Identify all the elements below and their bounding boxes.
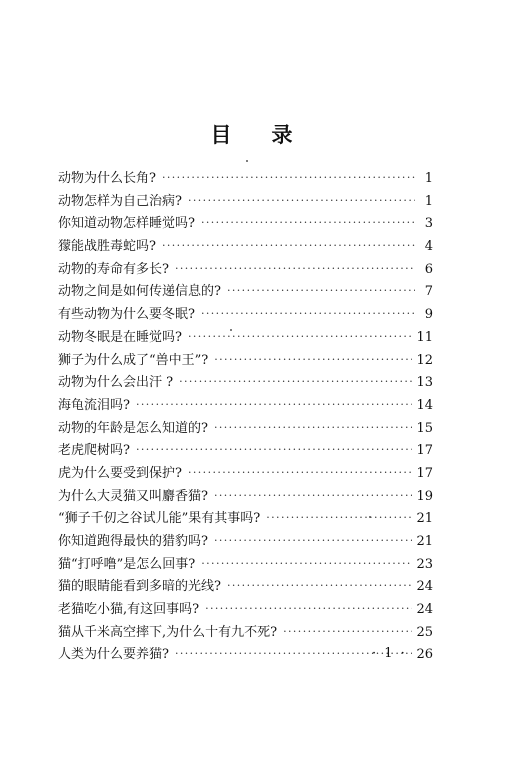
toc-entry[interactable] — [58, 395, 433, 418]
toc-entry[interactable] — [58, 213, 433, 236]
toc-entry-page: 3 — [424, 216, 433, 232]
toc-entry-page: 26 — [416, 647, 433, 663]
toc-leader-dots — [214, 417, 412, 440]
toc-entry[interactable] — [58, 508, 433, 531]
toc-entry[interactable] — [58, 168, 433, 191]
toc-entry-title: 动物为什么长角? — [58, 171, 156, 186]
toc-entry-page: 17 — [416, 465, 433, 481]
toc-leader-dots — [201, 212, 415, 235]
toc-leader-dots — [179, 371, 412, 394]
toc-entry-page: 19 — [416, 488, 433, 504]
toc-leader-dots — [201, 303, 415, 326]
title-char-1: 目 — [210, 123, 234, 147]
toc-entry-title: 海龟流泪吗? — [58, 397, 130, 413]
toc-entry-title: 猫从千米高空摔下,为什么十有九不死? — [58, 624, 278, 640]
toc-entry[interactable] — [58, 191, 433, 214]
toc-entry-title: 动物的寿命有多长? — [58, 261, 169, 277]
toc-leader-dots — [227, 575, 412, 598]
toc-leader-dots — [175, 258, 415, 281]
toc-entry[interactable] — [58, 599, 433, 622]
toc-entry-title: 动物冬眠是在睡觉吗? — [58, 329, 182, 345]
toc-leader-dots — [201, 553, 412, 576]
toc-leader-dots — [214, 530, 412, 553]
toc-leader-dots — [266, 507, 412, 530]
toc-entry-title: 虎为什么要受到保护? — [58, 465, 182, 481]
toc-entry-title: 人类为什么要养猫? — [58, 647, 169, 663]
toc-entry-title: 动物怎样为自己治病? — [58, 193, 182, 209]
toc-entry-title: 老猫吃小猫,有这回事吗? — [58, 602, 200, 618]
toc-entry[interactable] — [58, 418, 433, 441]
toc-leader-dots — [214, 485, 412, 508]
toc-entry[interactable] — [58, 463, 433, 486]
toc-entry-page: 6 — [424, 261, 433, 277]
toc-entry-page: 11 — [416, 329, 433, 345]
toc-entry-page: 7 — [424, 284, 433, 300]
toc-entry[interactable] — [58, 531, 433, 554]
toc-entry[interactable] — [58, 259, 433, 282]
toc-entry-page: 21 — [416, 534, 433, 549]
toc-entry-page: 12 — [416, 352, 433, 368]
toc-entry-page: 21 — [416, 511, 433, 527]
toc-entry[interactable] — [58, 236, 433, 259]
toc-entry-title: 狮子为什么成了“兽中王”? — [58, 352, 209, 368]
toc-entry[interactable] — [58, 350, 433, 373]
title-char-2: 录 — [271, 123, 295, 147]
toc-entry-page: 1 — [424, 193, 433, 209]
toc-entry-title: 猫“打呼噜”是怎么回事? — [58, 556, 196, 572]
scan-speck — [246, 160, 248, 162]
toc-entry-page: 1 — [424, 171, 433, 186]
toc-entry[interactable] — [58, 281, 433, 304]
toc-entry[interactable] — [58, 304, 433, 327]
toc-entry-page: 24 — [416, 579, 433, 595]
toc-entry-page: 25 — [416, 624, 433, 640]
toc-leader-dots — [227, 280, 415, 303]
toc-leader-dots — [188, 190, 415, 213]
toc-entry-title: “狮子千仞之谷试儿能”果有其事吗? — [58, 511, 261, 527]
toc-entry[interactable] — [58, 440, 433, 463]
scan-speck — [230, 329, 232, 331]
toc-entry-page: 17 — [416, 443, 433, 459]
toc-entry-page: 4 — [424, 239, 433, 255]
toc-entry-page: 15 — [416, 420, 433, 436]
toc-leader-dots — [283, 621, 412, 644]
toc-entry-title: 你知道跑得最快的猎豹吗? — [58, 534, 208, 549]
toc-entry-title: 獴能战胜毒蛇吗? — [58, 239, 156, 255]
toc-entry[interactable] — [58, 486, 433, 509]
toc-entry-title: 动物为什么会出汗 ? — [58, 375, 174, 391]
toc-entry-page: 9 — [424, 307, 433, 323]
toc-leader-dots — [188, 326, 412, 349]
toc-entry-title: 有些动物为什么要冬眠? — [58, 307, 195, 323]
toc-entry-title: 为什么大灵猫又叫麝香猫? — [58, 488, 208, 504]
toc-entry[interactable] — [58, 327, 433, 350]
toc-leader-dots — [162, 167, 415, 190]
toc-entry[interactable] — [58, 622, 433, 645]
toc-entry-title: 你知道动物怎样睡觉吗? — [58, 216, 195, 232]
toc-entry[interactable] — [58, 576, 433, 599]
toc-entry-title: 猫的眼睛能看到多暗的光线? — [58, 579, 221, 595]
toc-leader-dots — [188, 462, 412, 485]
toc-entry-title: 动物之间是如何传递信息的? — [58, 284, 221, 300]
toc-entry[interactable] — [58, 554, 433, 577]
toc-entry-title: 老虎爬树吗? — [58, 443, 130, 459]
toc-leader-dots — [136, 439, 412, 462]
toc-entry-title: 动物的年龄是怎么知道的? — [58, 420, 208, 436]
table-of-contents — [58, 168, 433, 667]
toc-leader-dots — [136, 394, 412, 417]
toc-entry-page: 13 — [416, 375, 433, 391]
scan-speck — [369, 516, 371, 518]
toc-leader-dots — [205, 598, 412, 621]
toc-entry-page: 14 — [416, 397, 433, 413]
toc-entry-page: 23 — [416, 556, 433, 572]
page-number: · 1 · — [372, 646, 407, 661]
toc-entry[interactable] — [58, 372, 433, 395]
toc-entry-page: 24 — [416, 602, 433, 618]
page-title — [0, 119, 505, 149]
toc-leader-dots — [214, 349, 412, 372]
toc-leader-dots — [162, 235, 415, 258]
